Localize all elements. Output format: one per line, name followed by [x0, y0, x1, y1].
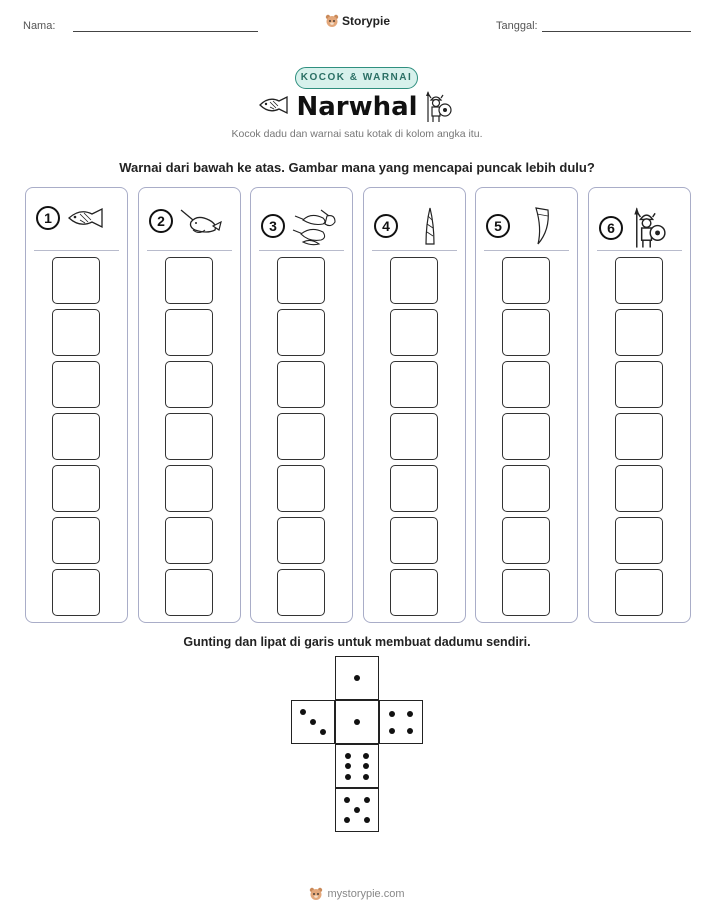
column-5 [475, 187, 578, 623]
column-number: 1 [36, 206, 60, 230]
color-box[interactable] [52, 257, 100, 304]
column-divider [372, 250, 457, 251]
color-box[interactable] [52, 569, 100, 616]
column-number: 2 [149, 209, 173, 233]
die-face-3 [291, 700, 335, 744]
activity-badge: KOCOK & WARNAI [295, 67, 418, 89]
color-box[interactable] [277, 465, 325, 512]
color-box[interactable] [277, 361, 325, 408]
color-box[interactable] [390, 361, 438, 408]
color-box[interactable] [165, 569, 213, 616]
viking-icon [629, 206, 669, 250]
cut-instruction: Gunting dan lipat di garis untuk membuat dadumu sendiri. [183, 635, 531, 649]
narwhal-group-icon [291, 206, 337, 246]
die-face-5 [335, 788, 379, 832]
color-box[interactable] [277, 257, 325, 304]
color-box[interactable] [52, 517, 100, 564]
color-box[interactable] [615, 257, 663, 304]
viking-icon [422, 90, 454, 124]
color-box[interactable] [390, 517, 438, 564]
name-label: Nama: [23, 20, 56, 32]
color-box[interactable] [390, 257, 438, 304]
color-box[interactable] [165, 257, 213, 304]
color-box[interactable] [615, 309, 663, 356]
color-box[interactable] [615, 413, 663, 460]
bear-logo-icon [309, 887, 323, 901]
storypie-logo [325, 14, 390, 28]
name-line [73, 31, 258, 32]
coloring-instruction: Warnai dari bawah ke atas. Gambar mana yang mencapai puncak lebih dulu? [119, 160, 595, 175]
color-box[interactable] [502, 569, 550, 616]
color-box[interactable] [165, 517, 213, 564]
date-line [542, 31, 691, 32]
color-box[interactable] [502, 309, 550, 356]
subtitle: Kocok dadu dan warnai satu kotak di kolom angka itu. [231, 128, 483, 140]
die-pip [363, 763, 369, 769]
color-box[interactable] [502, 465, 550, 512]
footer [0, 887, 714, 901]
column-number: 6 [599, 216, 623, 240]
die-pip [389, 728, 395, 734]
color-box[interactable] [165, 413, 213, 460]
die-pip [345, 753, 351, 759]
color-box[interactable] [615, 517, 663, 564]
die-pip [345, 774, 351, 780]
name-field [23, 20, 55, 32]
column-divider [597, 250, 682, 251]
die-pip [345, 763, 351, 769]
date-label: Tanggal: [496, 20, 538, 32]
die-face-6 [335, 744, 379, 788]
date-field [496, 20, 538, 32]
column-3 [250, 187, 353, 623]
die-pip [407, 728, 413, 734]
color-box[interactable] [502, 517, 550, 564]
horn-icon [516, 206, 560, 246]
color-box[interactable] [52, 361, 100, 408]
die-pip [363, 774, 369, 780]
die-face-1-center [335, 700, 379, 744]
column-6 [588, 187, 691, 623]
die-pip [364, 797, 370, 803]
color-box[interactable] [165, 465, 213, 512]
color-box[interactable] [390, 309, 438, 356]
column-divider [34, 250, 119, 251]
column-number: 3 [261, 214, 285, 238]
fish-icon [66, 206, 106, 230]
color-box[interactable] [390, 569, 438, 616]
column-2 [138, 187, 241, 623]
bear-logo-icon [325, 14, 339, 28]
die-pip [354, 807, 360, 813]
die-pip [320, 729, 326, 735]
color-box[interactable] [502, 413, 550, 460]
brand-name: Storypie [342, 14, 391, 28]
column-number: 4 [374, 214, 398, 238]
color-box[interactable] [277, 517, 325, 564]
column-divider [259, 250, 344, 251]
color-box[interactable] [165, 361, 213, 408]
footer-url: mystorypie.com [327, 888, 405, 900]
color-box[interactable] [165, 309, 213, 356]
color-box[interactable] [390, 465, 438, 512]
column-number: 5 [486, 214, 510, 238]
die-pip [354, 675, 360, 681]
color-box[interactable] [390, 413, 438, 460]
color-box[interactable] [52, 309, 100, 356]
column-1 [25, 187, 128, 623]
column-divider [147, 250, 232, 251]
die-pip [389, 711, 395, 717]
column-4 [363, 187, 466, 623]
color-box[interactable] [615, 361, 663, 408]
narwhal-icon [179, 206, 223, 236]
color-box[interactable] [615, 465, 663, 512]
color-box[interactable] [502, 257, 550, 304]
die-pip [364, 817, 370, 823]
die-pip [354, 719, 360, 725]
color-box[interactable] [52, 465, 100, 512]
die-pip [363, 753, 369, 759]
die-face-4 [379, 700, 423, 744]
die-pip [407, 711, 413, 717]
color-box[interactable] [52, 413, 100, 460]
page-title: Narwhal [296, 92, 418, 122]
die-pip [344, 817, 350, 823]
tusk-icon [404, 206, 448, 246]
color-box[interactable] [502, 361, 550, 408]
die-pip [344, 797, 350, 803]
column-divider [484, 250, 569, 251]
color-box[interactable] [277, 569, 325, 616]
die-pip [310, 719, 316, 725]
color-box[interactable] [277, 309, 325, 356]
die-pip [300, 709, 306, 715]
die-face-1 [335, 656, 379, 700]
color-box[interactable] [277, 413, 325, 460]
color-box[interactable] [615, 569, 663, 616]
